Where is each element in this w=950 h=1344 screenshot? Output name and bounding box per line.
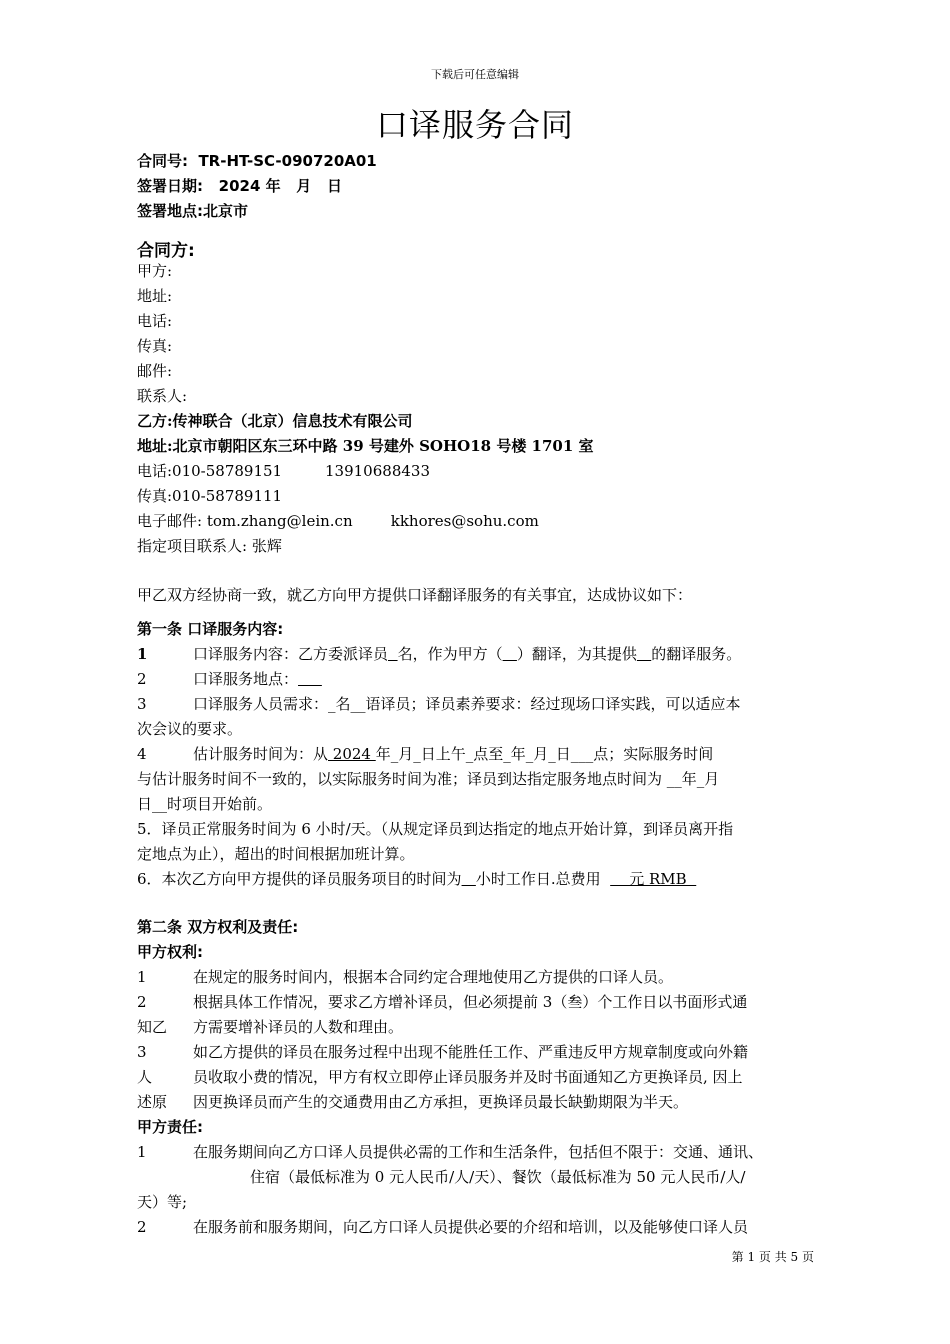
item-text: 口译服务内容：乙方委派译员 (193, 645, 389, 663)
article-2-heading: 第二条 双方权利及责任: (137, 918, 299, 936)
article-1-item-4-cont: 日__时项目开始前。 (137, 795, 273, 813)
rights-item-2 (137, 990, 827, 1015)
intro-paragraph: 甲乙双方经协商一致，就乙方向甲方提供口译翻译服务的有关事宜，达成协议如下： (137, 586, 693, 604)
article-1-item-5-cont: 定地点为止），超出的时间根据加班计算。 (137, 845, 415, 863)
party-a-email: 邮件: (137, 362, 173, 380)
item-text: 小时工作日.总费用 (475, 870, 611, 888)
item-number: 3 (137, 695, 147, 713)
item-number: 2 (137, 1218, 147, 1236)
duties-item-2 (137, 1215, 827, 1240)
blank-field (388, 645, 398, 663)
item-number: 1 (137, 1143, 147, 1161)
article-1-item-3-cont: 次会议的要求。 (137, 720, 243, 738)
intro-block (137, 583, 827, 608)
year-field: 2024 (328, 745, 376, 763)
blank-field (298, 670, 322, 688)
party-b-email: 电子邮件: tom.zhang@lein.cn kkhores@sohu.com (137, 512, 539, 530)
item-text: 估计服务时间为：从 (193, 745, 329, 763)
item-number: 1 (137, 645, 148, 663)
article-1-item-1 (137, 642, 827, 667)
article-1-item-6 (137, 867, 827, 892)
item-text: 在规定的服务时间内，根据本合同约定合理地使用乙方提供的口译人员。 (193, 968, 674, 986)
rights-item-1 (137, 965, 827, 990)
party-b-fax: 传真:010-58789111 (137, 487, 283, 505)
item-number: 2 (137, 670, 147, 688)
article-1 (137, 617, 827, 892)
party-b-name: 乙方:传神联合（北京）信息技术有限公司 (137, 412, 413, 430)
item-text: 员收取小费的情况，甲方有权立即停止译员服务并及时书面通知乙方更换译员, 因上 (193, 1068, 743, 1086)
item-text: 根据具体工作情况，要求乙方增补译员，但必须提前 3（叁）个工作日以书面形式通 (193, 993, 748, 1011)
duties-item-1 (137, 1140, 827, 1165)
article-1-item-2 (137, 667, 827, 692)
blank-field (462, 870, 476, 888)
sign-place: 签署地点:北京市 (137, 202, 248, 220)
item-number: 1 (137, 968, 147, 986)
item-number: 4 (137, 745, 147, 763)
rights-item-2-cont (137, 1015, 827, 1040)
item-number: 2 (137, 993, 147, 1011)
item-number: 3 (137, 1043, 147, 1061)
item-text: 6．本次乙方向甲方提供的译员服务项目的时间为 (137, 870, 462, 888)
party-a-duties-heading: 甲方责任: (137, 1118, 203, 1136)
item-lead: 述原 (137, 1093, 168, 1111)
header-note: 下载后可任意编辑 (431, 68, 519, 81)
party-b-contact: 指定项目联系人: 张辉 (137, 537, 282, 555)
rights-item-3 (137, 1040, 827, 1065)
party-a-contact: 联系人: (137, 387, 188, 405)
article-2 (137, 915, 827, 1240)
party-a-rights-heading: 甲方权利: (137, 943, 203, 961)
duties-item-1-cont: 天）等; (137, 1193, 188, 1211)
parties-block (137, 259, 827, 559)
article-1-item-5: 5．译员正常服务时间为 6 小时/天。（从规定译员到达指定的地点开始计算，到译员离开指 (137, 820, 734, 838)
article-1-item-4 (137, 742, 827, 767)
item-text: 如乙方提供的译员在服务过程中出现不能胜任工作、严重违反甲方规章制度或向外籍 (193, 1043, 749, 1061)
blank-field (637, 645, 651, 663)
party-a-name: 甲方: (137, 262, 173, 280)
sign-date: 签署日期: 2024 年 月 日 (137, 177, 342, 195)
party-a-address: 地址: (137, 287, 173, 305)
party-b-address: 地址:北京市朝阳区东三环中路 39 号建外 SOHO18 号楼 1701 室 (137, 437, 594, 455)
item-text: 因更换译员而产生的交通费用由乙方承担，更换译员最长缺勤期限为半天。 (193, 1093, 689, 1111)
contract-title: 口译服务合同 (375, 106, 574, 144)
item-text: 年_月_日上午_点至_年_月_日___点；实际服务时间 (375, 745, 714, 763)
fee-field: 元 RMB (610, 870, 697, 888)
duties-item-1-cont: 住宿（最低标准为 0 元人民币/人/天）、餐饮（最低标准为 50 元人民币/人/ (250, 1168, 746, 1186)
parties-heading: 合同方: (137, 241, 195, 261)
article-1-heading: 第一条 口译服务内容: (137, 620, 284, 638)
item-text: 口译服务地点： (193, 670, 299, 688)
blank-field (503, 645, 517, 663)
rights-item-3-cont (137, 1090, 827, 1115)
party-a-fax: 传真: (137, 337, 173, 355)
item-text: 口译服务人员需求：_名__语译员；译员素养要求：经过现场口译实践，可以适应本 (193, 695, 741, 713)
party-a-phone: 电话: (137, 312, 173, 330)
item-text: 在服务前和服务期间，向乙方口译人员提供必要的介绍和培训，以及能够使口译人员 (193, 1218, 749, 1236)
article-1-item-3 (137, 692, 827, 717)
item-lead: 人 (137, 1068, 153, 1086)
item-lead: 知乙 (137, 1018, 168, 1036)
rights-item-3-cont (137, 1065, 827, 1090)
page-footer: 第 1 页 共 5 页 (731, 1250, 814, 1264)
contract-number: 合同号: TR-HT-SC-090720A01 (137, 152, 377, 170)
item-text: ）翻译，为其提供 (516, 645, 637, 663)
item-text: 名，作为甲方（ (397, 645, 503, 663)
item-text: 的翻译服务。 (651, 645, 742, 663)
party-b-phone: 电话:010-58789151 13910688433 (137, 462, 430, 480)
article-1-item-4-cont: 与估计服务时间不一致的，以实际服务时间为准；译员到达指定服务地点时间为 __年_月 (137, 770, 720, 788)
item-text: 在服务期间向乙方口译人员提供必需的工作和生活条件，包括但不限于：交通、通讯、 (193, 1143, 764, 1161)
item-text: 方需要增补译员的人数和理由。 (193, 1018, 404, 1036)
